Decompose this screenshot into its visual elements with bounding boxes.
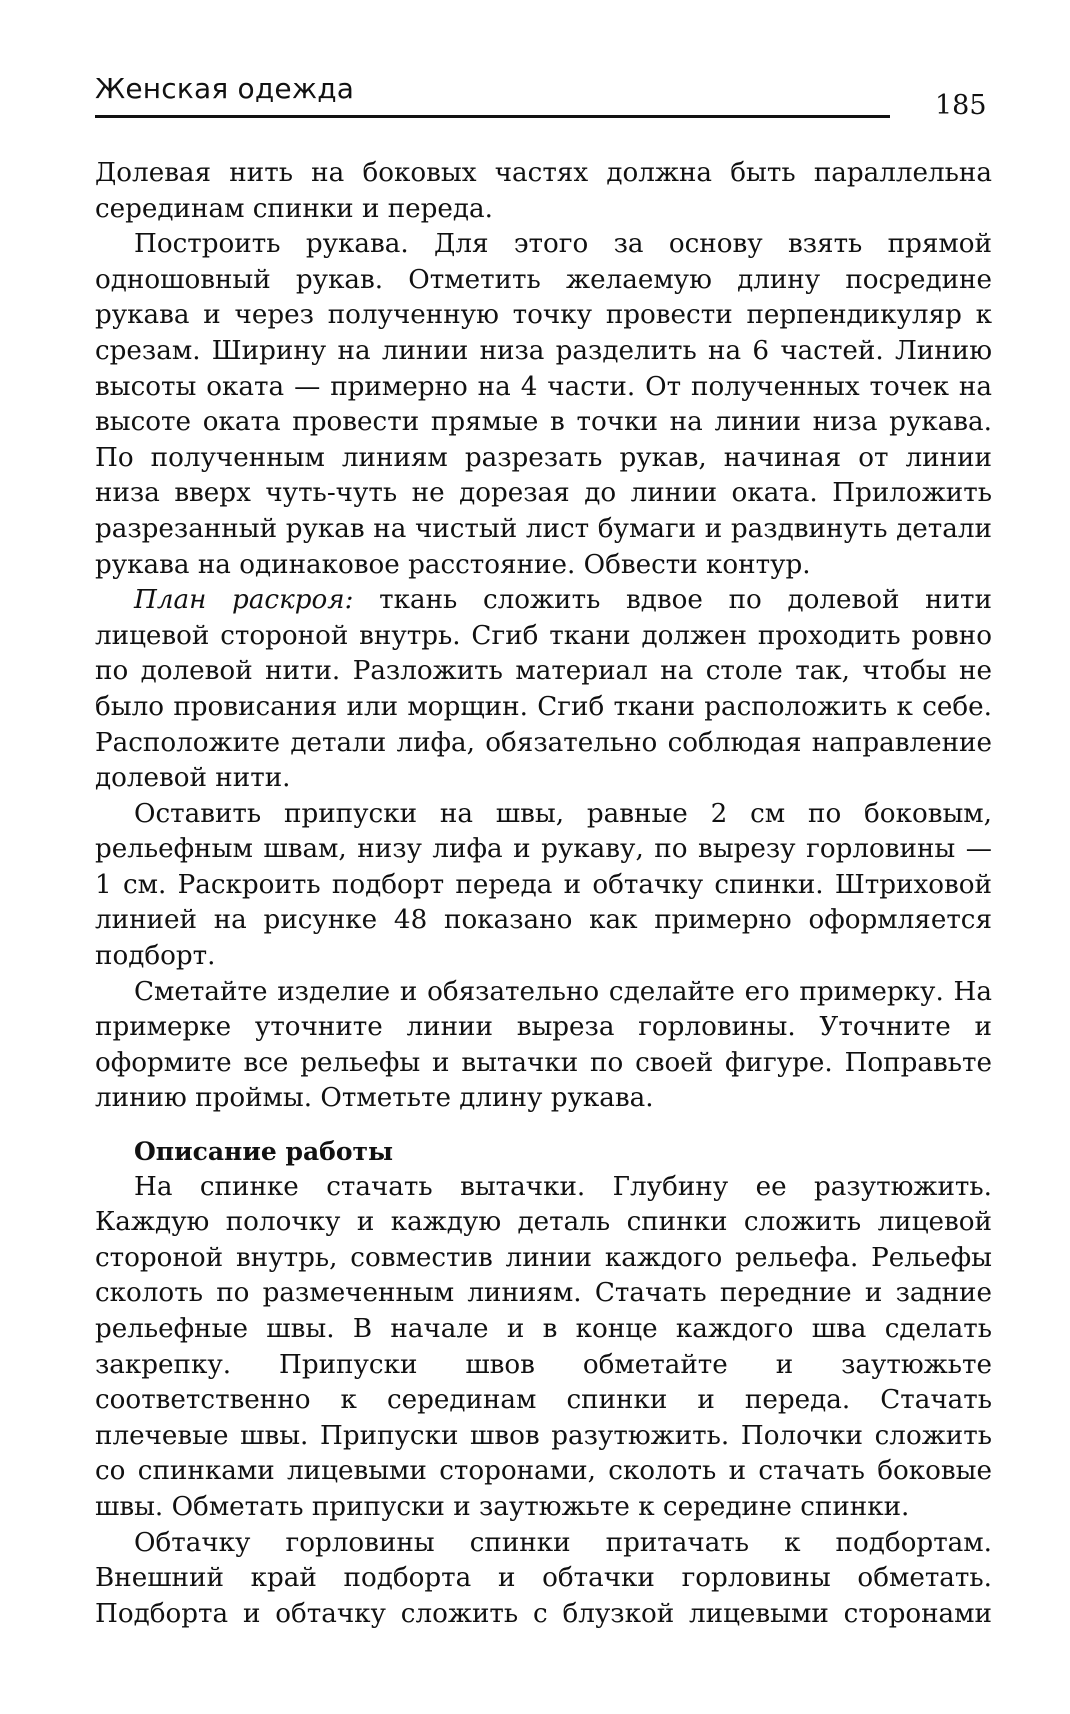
paragraph-seam-allowances: Оставить припуски на швы, равные 2 см по боковым, рельефным швам, низу лифа и рукаву, по вырезу горловины — 1 см. Раскроить подборт переда и обтачку спинки. Штриховой линией на рисунке 48 показано как примерно оформляется подборт. bbox=[95, 798, 992, 972]
cutting-plan-label: План раскроя: bbox=[134, 585, 354, 616]
running-header bbox=[95, 68, 890, 118]
section-heading: Описание работы bbox=[134, 1137, 394, 1167]
body-text bbox=[95, 156, 992, 1632]
paragraph-grain-line: Долевая нить на боковых частях должна быть параллельна серединам спинки и переда. bbox=[95, 158, 992, 224]
paragraph-sleeve-construction: Построить рукава. Для этого за основу взять прямой одношовный рукав. Отметить желаемую длину посредине рукава и через полученную точку провести перпендикуляр к срезам. Ширину на линии низа разделить на 6 частей. Линию высоты оката — примерно на 4 части. От полученных точек на высоте оката провести прямые в точки на линии низа рукава. По полученным линиям разрезать рукав, начиная от линии низа вверх чуть-чуть не дорезая до линии оката. Приложить разрезанный рукав на чистый лист бумаги и раздвинуть детали рукава на одинаковое расстояние. Обвести контур. bbox=[95, 229, 992, 580]
running-title: Женская одежда bbox=[95, 72, 355, 105]
paragraph-neckline-facing: Обтачку горловины спинки притачать к подбортам. Внешний край подборта и обтачки горловины обметать. Подборта и обтачку сложить с блузкой лицевыми сторонами bbox=[95, 1527, 992, 1629]
paragraph-work-description: На спинке стачать вытачки. Глубину ее разутюжить. Каждую полочку и каждую деталь спинки сложить лицевой стороной внутрь, совместив линии каждого рельефа. Рельефы сколоть по размеченным линиям. Стачать передние и задние рельефные швы. В начале и в конце каждого шва сделать закрепку. Припуски швов обметайте и заутюжьте соответственно к серединам спинки и переда. Стачать плечевые швы. Припуски швов разутюжить. Полочки сложить со спинками лицевыми сторонами, сколоть и стачать боковые швы. Обметать припуски и заутюжьте к середине спинки. bbox=[95, 1171, 992, 1522]
paragraph-fitting: Сметайте изделие и обязательно сделайте его примерку. На примерке уточните линии выреза горловины. Уточните и оформите все рельефы и вытачки по своей фигуре. Поправьте линию проймы. Отметьте длину рукава. bbox=[95, 976, 992, 1114]
cutting-plan-text: ткань сложить вдвое по долевой нити лицевой стороной внутрь. Сгиб ткани должен проходить ровно по долевой нити. Разложить материал на столе так, чтобы не было провисания или морщин. Сгиб ткани расположить к себе. Расположите детали лифа, обязательно соблюдая направление долевой нити. bbox=[95, 585, 992, 794]
paragraph-cutting-plan bbox=[95, 583, 992, 797]
page-number: 185 bbox=[935, 90, 987, 121]
